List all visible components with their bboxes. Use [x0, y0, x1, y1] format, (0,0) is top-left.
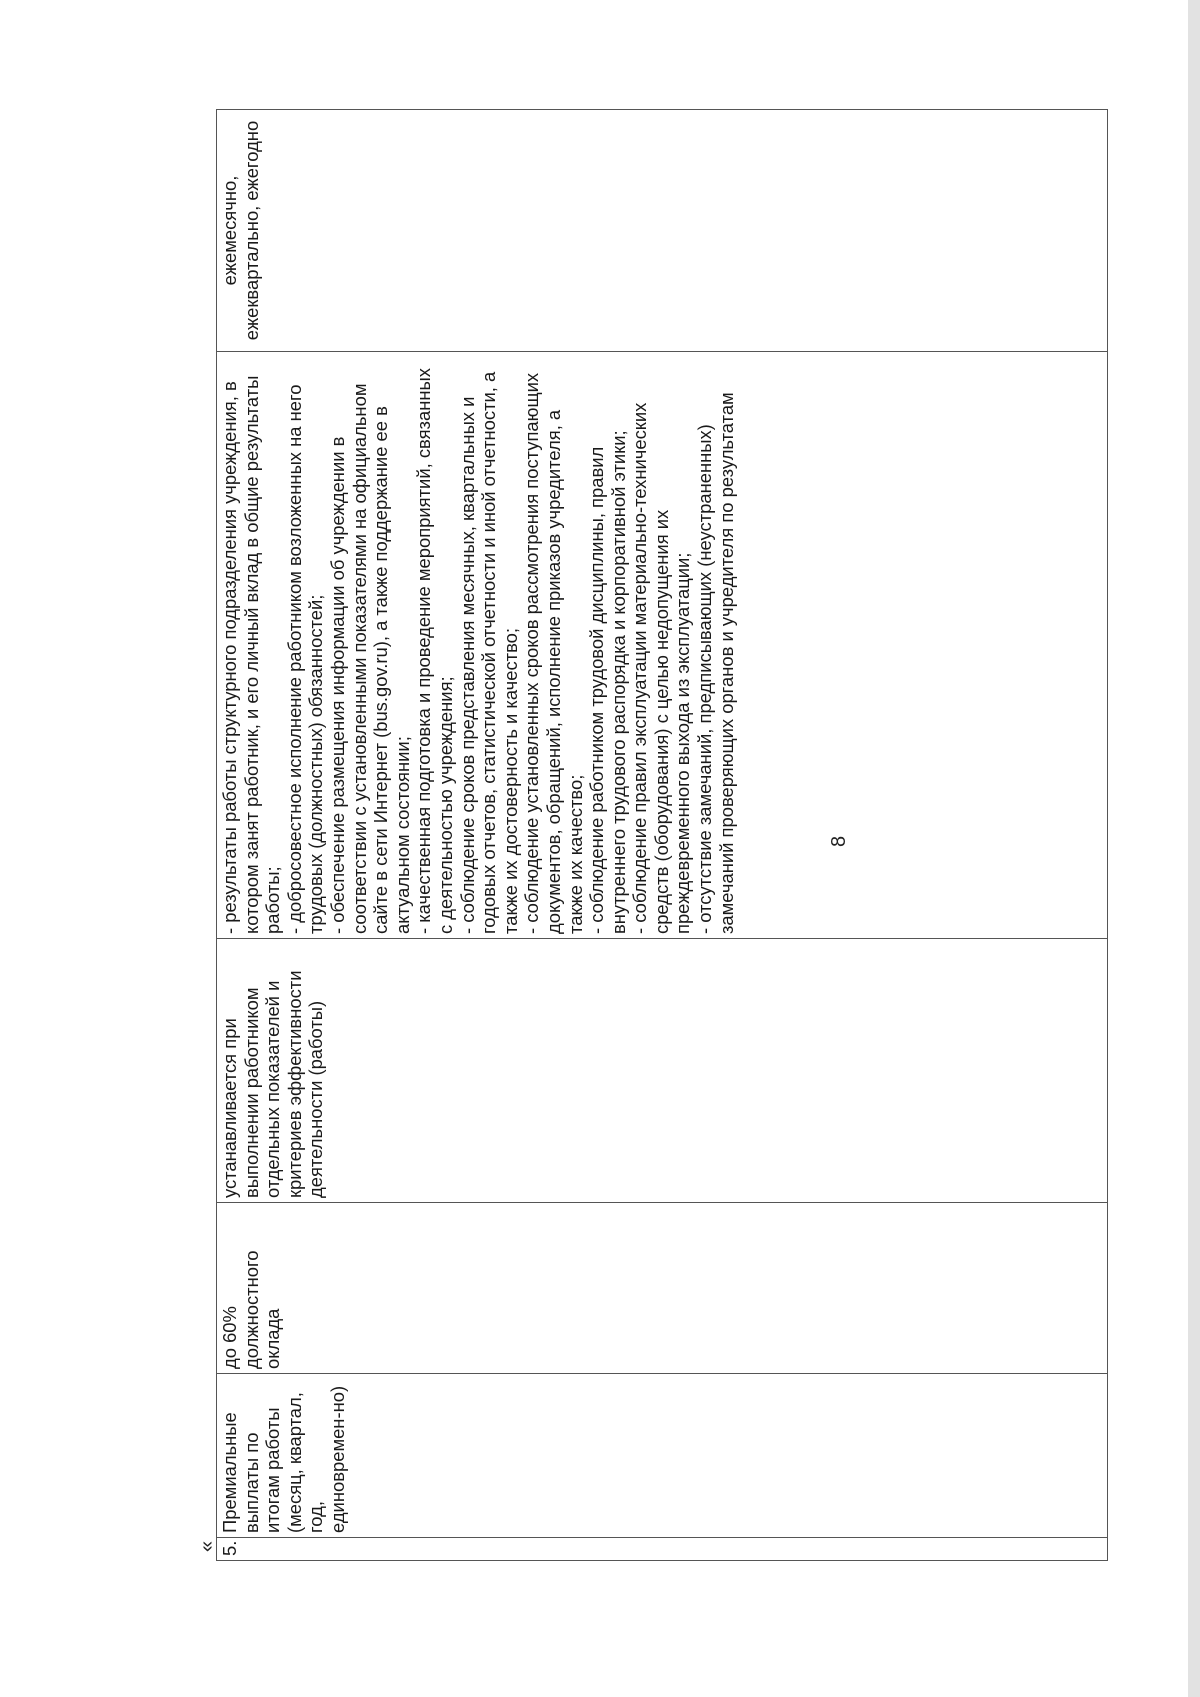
criteria-item: - результаты работы структурного подразделения учреждения, в котором занят работник, и его личный вклад в общие результаты работы;: [219, 375, 284, 934]
criteria-list: [219, 356, 737, 934]
criteria-item: - отсутствие замечаний, предписывающих (неустраненных) замечаний проверяющих органов и учредителя по результатам: [694, 392, 737, 934]
payment-condition-cell: устанавливается при выполнении работником отдельных показателей и критериев эффективности деятельности (работы): [217, 939, 1108, 1203]
periodicity-cell: ежемесячно, ежеквартально, ежегодно: [217, 110, 1108, 352]
payment-amount-cell: до 60% должностного оклада: [217, 1203, 1108, 1374]
page-edge: [1188, 0, 1200, 1697]
criteria-item: - добросовестное исполнение работником возложенных на него трудовых (должностных) обязанностей;: [283, 384, 327, 934]
page-number: 8: [828, 835, 850, 847]
criteria-item: - соблюдение сроков представления месячных, квартальных и годовых отчетов, статистической отчетности и иной отчетности, а также их достоверность и качество;: [456, 371, 521, 934]
criteria-item: - качественная подготовка и проведение мероприятий, связанных с деятельностью учреждения;: [413, 368, 456, 934]
criteria-clip: [219, 356, 1105, 934]
criteria-item: - соблюдение работником трудовой дисциплины, правил внутреннего трудового распорядка и корпоративной этики;: [586, 430, 629, 934]
criteria-item: - обеспечение размещения информации об учреждении в соответствии с установленными показателями на официальном сайте в сети Интернет (bus.gov.ru), а также поддержание ее в актуальном состоянии;: [326, 383, 413, 934]
criteria-item: - соблюдение правил эксплуатации материально-технических средств (оборудования) с целью недопущения их преждевременного выхода из эксплуатации;: [629, 402, 694, 934]
row-number-cell: 5.: [217, 1538, 1108, 1561]
criteria-item: - соблюдение установленных сроков рассмотрения поступающих документов, обращений, исполнение приказов учредителя, а также их качество;: [521, 372, 586, 934]
bonus-payments-table: [216, 109, 1108, 1561]
criteria-cell: [217, 352, 1108, 939]
payment-name-cell: Премиальные выплаты по итогам работы (месяц, квартал, год, единовремен-но): [217, 1374, 1108, 1538]
opening-quote-mark: «: [196, 1540, 218, 1552]
table-row: [217, 110, 1108, 1561]
